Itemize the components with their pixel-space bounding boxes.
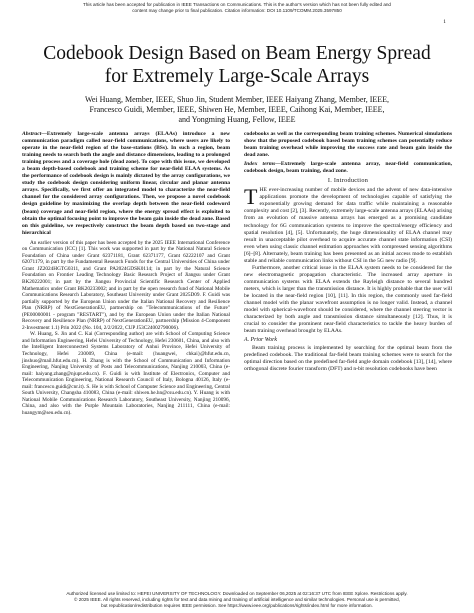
intro-paragraph-1 [244, 184, 452, 265]
page-number: 1 [443, 19, 446, 25]
footer-line-1: Authorized licensed use limited to: HEFEI UNIVERSITY OF TECHNOLOGY. Downloaded on September 06,2025 at 02:16:37 UTC from IEEE Xplore. Restrictions apply. [66, 591, 408, 596]
authors-line-3: and Yongming Huang, Fellow, IEEE [178, 115, 296, 124]
index-terms-text: —Extremely large-scale antenna array, near-field communication, codebook design, beam training, dead zone. [244, 161, 452, 175]
index-terms-label: Index terms [244, 161, 276, 168]
right-column [244, 131, 452, 373]
banner-line-2: content may change prior to final publication. Citation information: DOI 10.1109/TCOMM.2025.3597850 [132, 8, 342, 13]
footnote-funding: An earlier version of this paper has been accepted by the 2025 IEEE International Conference on Communication (ICC) [1]. This work was supported in part by the National Natural Science Foundation of China under Grant 62371181, Grant 62371177, Grant 62222107 and Grant 62071179, in part by the Fundamental Research Funds for the Central Universities of China under Grant JZ2024HGTG0311, and Grant PA2024GDSK0114; in part by the Natural Science Foundation on Frontier Leading Technology Basic Research Project of Jiangsu under Grant BK20222001; in part by the Jiangsu Provincial Scientific Research Center of Applied Mathematics under Grant BK20233002; and in part by the open research fund of National Mobile Communications Research Laboratory, Southeast University under Grant 2025D09. F. Guidi was partially supported by the European Union under the Italian National Recovery and Resilience Plan (NRRP) of NextGenerationEU, partnership on "Telecommunications of the Future" (PE00000001 - program "RESTART"), and by the European Union under the Italian National Recovery and Resilience Plan (NRRP) of NextGenerationEU, partnership (Mission 4-Component 2-Investment 1.1) Prin 2022 (No. 104, 2/2/2022, CUP J53C24002790006). [22, 239, 230, 331]
title-line-1: Codebook Design Based on Beam Energy Spread [43, 43, 431, 64]
publication-banner [0, 2, 474, 14]
intro-paragraph-2: Furthermore, another critical issue in the ELAA system needs to be considered for the new electromagnetic propagation characteristic. The increased array aperture in communication systems with ELAA extends the Rayleigh distance to several hundred meters, which is larger than the transmission distance. It is highly probable that the user will be located in the near-field region [10], [11]. In this region, the commonly used far-field channel model with the planar wavefront assumption is no longer valid. Instead, a channel model with spherical-wavefront should be considered, where the channel steering vector is characterized by both angle and transmission distance simultaneously [12]. Thus, it is crucial to consider the prominent near-field characteristics to tackle the heavy burden of beam training overhead brought by ELAAs. [244, 264, 452, 335]
intro-paragraph-1-text: HE ever-increasing number of mobile devices and the advent of new data-intensive applications promote the development of technologies capable of satisfying the exponentially growing demand for data traffic while maintaining a reasonable complexity and cost [2], [3]. Recently, extremely large-scale antenna arrays (ELAAs) arising from an evolution of massive antenna arrays has emerged as a promising candidate technology for 6G communication systems to improve the spectral/energy efficiency and spatial resolution [4], [5]. Unfortunately, the huge dimensionality of ELAA channel may result in unacceptable pilot overhead to acquire accurate channel state information (CSI) even when using classic channel estimation approaches with compressed sensing algorithms [6]–[8]. Alternately, beam training has been presented as an initial access mode to establish stable and reliable communication links without CSI in the 5G new radio [9]. [244, 187, 452, 264]
intro-paragraph-3: Beam training process is implemented by searching for the optimal beam from the predefined codebook. The traditional far-field beam training schemes were to search for the optimal direction based on the predefined far-field angle domain codebook [13], [14], where orthogonal discrete fourier transform (DFT) and n-bit resolution codebooks have been [244, 345, 452, 373]
abstract-text: —Extremely large-scale antenna arrays (ELAAs) introduce a new communication paradigm called near-field communications, where users are likely to operate in the near-field region of the base-stations (BSs). In such a region, beam training needs to search both the angle and distance dimensions, leading to a prolonged training process and a coverage hole (dead zone). To cope with this issue, we developed a beam depth-based codebook and training scheme for near-field ELAA systems. As the performance of codebook design is mainly dictated by the array configurations, we study the codebook design considering uniform linear, circular and planar antenna arrays. Specifically, we first offer an integrated model to characterize the near-field channel for the considered array configurations. Then, we propose a novel codebook design guideline by maximizing the overlap depth between the near-field codeword (beam) coverage and near-field region, where the energy spread effect is exploited to obtain the optimal focusing point to improve the beam gain inside the dead zone. Based on this guideline, we respectively construct the beam depth based on two-stage and hierarchical [22, 131, 230, 236]
authors-line-1: Wei Huang, Member, IEEE, Shuo Jin, Student Member, IEEE Haiyang Zhang, Member, IEEE, [84, 95, 390, 104]
index-terms [244, 161, 452, 175]
abstract [22, 131, 230, 237]
license-footer [0, 591, 474, 609]
authors-line-2: Francesco Guidi, Member, IEEE, Shiwen He, Member, IEEE, Caihong Kai, Member, IEEE, [89, 105, 385, 114]
banner-line-1: This article has been accepted for publication in IEEE Transactions on Communications. This is the author's version which has not been fully edited and [83, 2, 391, 7]
drop-cap: T [244, 184, 258, 210]
footer-line-3: but republication/redistribution requires IEEE permission. See https://www.ieee.org/publications/rights/index.html for more information. [101, 603, 373, 608]
paper-title [0, 42, 474, 88]
footnote-affiliations: W. Huang, S. Jin and C. Kai (Corresponding author) are with School of Computing Science and Information Engineering, Hefei University of Technology, Hefei 230601, China, and also with the Intelligent Interconnected Systems Laboratory of Anhui Province, Hefei University of Technology, Hefei 230009, China (e-mail: {huangwei, chkai}@hfut.edu.cn, jinshuo@mail.hfut.edu.cn). H. Zhang is with the School of Communication and Information Engineering, Nanjing University of Posts and Telecommunications, Nanjing 210003, China (e-mail: haiyang.zhang@njupt.edu.cn). F. Guidi is with Institute of Electronics, Computer and Telecommunication Engineering, National Research Council of Italy, Bologna 40126, Italy (e-mail: francesco.guidi@cnr.it). S. He is with School of Computer Science and Engineering, Central South University, Changsha 410083, China (e-mail: shiwen.he.hn@csu.edu.cn). Y. Huang is with National Mobile Communications Research Laboratory, Southeast University, Nanjing 210096, China, and also with the Purple Mountain Laboratories, Nanjing 211111, China (e-mail: huangym@seu.edu.cn). [22, 331, 230, 416]
abstract-continuation: codebooks as well as the corresponding beam training schemes. Numerical simulations show that the proposed codebook based beam training schemes can potentially reduce beam training overhead while improving the success rate and beam gain inside the dead zone. [244, 131, 452, 159]
left-column [22, 131, 230, 416]
title-line-2: for Extremely Large-Scale Arrays [104, 66, 370, 87]
footer-line-2: © 2025 IEEE. All rights reserved, including rights for text and data mining and training of artificial intelligence and similar technologies. Personal use is permitted, [74, 597, 400, 602]
abstract-label: Abstract [22, 131, 42, 137]
section-heading-introduction: I. Introduction [327, 177, 369, 185]
subsection-heading-prior-work: A. Prior Work [244, 337, 277, 344]
author-list [30, 95, 444, 125]
